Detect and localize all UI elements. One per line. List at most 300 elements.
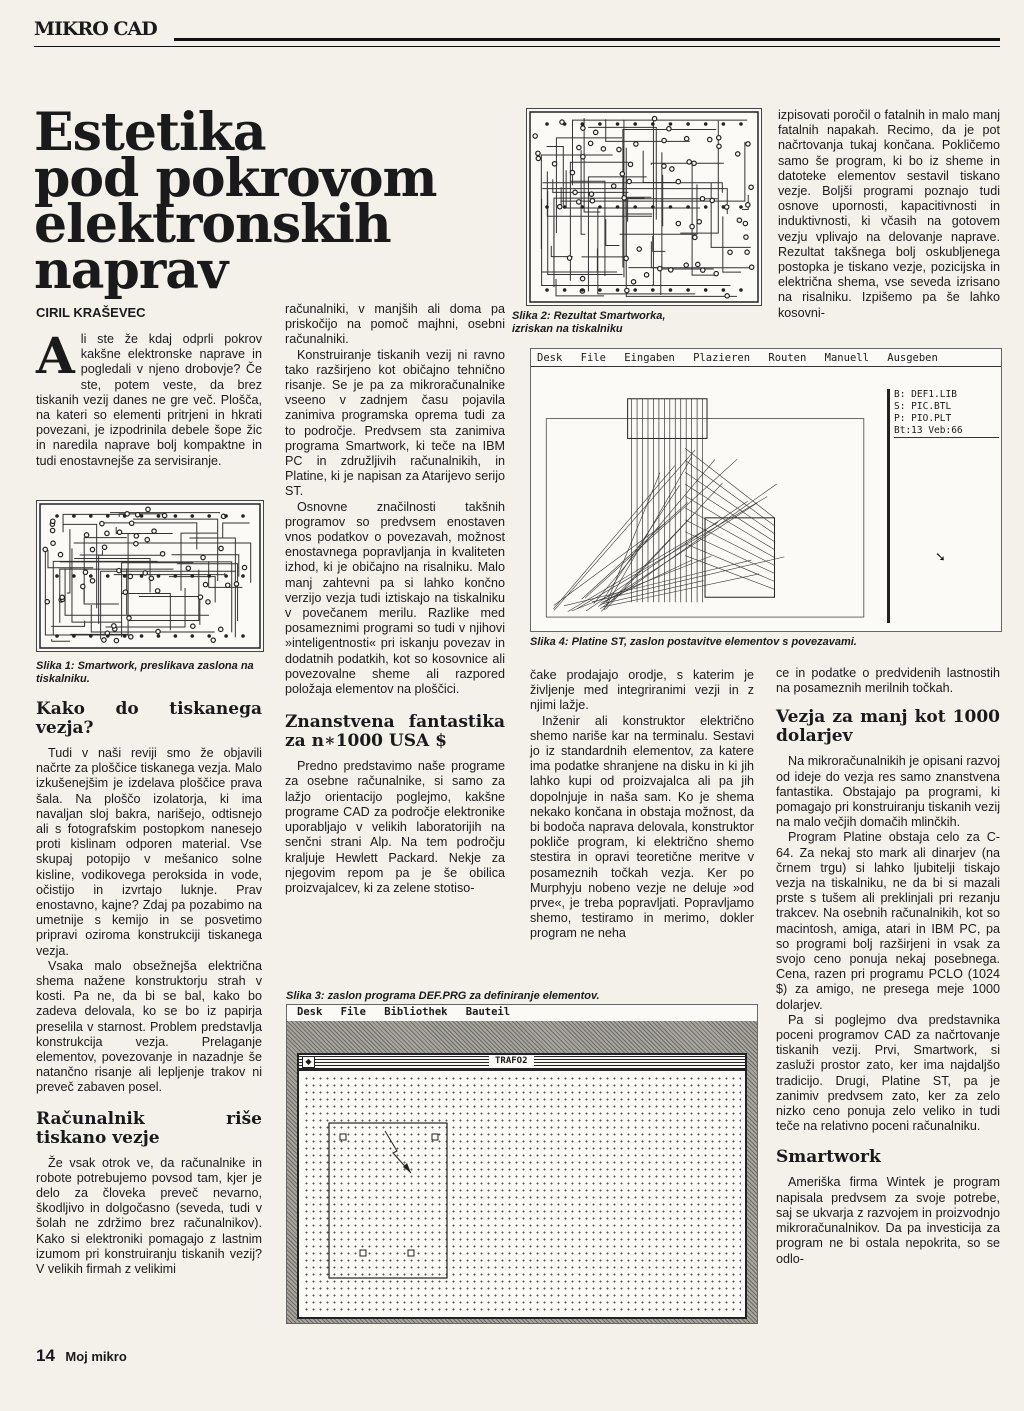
pin: [580, 122, 584, 126]
trace: [84, 583, 119, 604]
pad: [577, 145, 581, 149]
trace: [122, 563, 194, 638]
pin: [190, 634, 194, 638]
pin: [123, 634, 127, 638]
trace: [626, 192, 652, 214]
pad: [186, 566, 190, 570]
window[interactable]: [297, 1053, 747, 1319]
pin: [55, 634, 59, 638]
pin: [704, 205, 708, 209]
trace: [692, 161, 717, 275]
pin: [686, 288, 690, 292]
pin: [722, 122, 726, 126]
route-line: [685, 520, 774, 566]
pad: [714, 271, 718, 275]
pin: [545, 288, 549, 292]
menu-item-file[interactable]: File: [580, 352, 606, 364]
pad: [43, 547, 47, 551]
pad: [201, 555, 205, 559]
pad: [622, 196, 626, 200]
pad: [690, 224, 694, 228]
pad: [117, 530, 121, 534]
pin: [669, 122, 673, 126]
trace: [128, 570, 199, 621]
pad: [81, 584, 85, 588]
pad: [593, 130, 597, 134]
magazine-name: Moj mikro: [65, 1349, 127, 1364]
paragraph: Konstruiranje tiskanih vezij ni ravno tako razširjeno kot običajno tehnično risanje. Se je pa za mikroračunalnike vseeno v zadnjem času pojavila zanimiva programska oprema tudi za to področje. Predvsem sta zanimiva programa Smartwork, ki teče na IBM PC in združljivih računalnikih, in Platine, ki je napisan za Atarijevo serijo ST.: [285, 347, 505, 499]
pad: [117, 568, 121, 572]
pad: [340, 1134, 346, 1140]
pin: [739, 122, 743, 126]
pad: [746, 203, 750, 207]
trace: [65, 568, 209, 615]
trace: [116, 527, 172, 534]
pin: [89, 634, 93, 638]
pad: [198, 595, 202, 599]
pin: [686, 122, 690, 126]
section-label: MIKRO CAD: [34, 18, 157, 40]
pad: [589, 192, 593, 196]
pin: [704, 122, 708, 126]
subheading-smartwork: Smartwork: [776, 1147, 881, 1168]
pad: [155, 589, 159, 593]
pin: [651, 122, 655, 126]
ratsnest-line: [592, 557, 784, 602]
pad: [558, 205, 562, 209]
pcb-artwork-1: [37, 501, 263, 651]
menu-item-bibliothek[interactable]: Bibliothek: [384, 1006, 448, 1018]
pad: [743, 221, 747, 225]
route-line: [685, 448, 774, 517]
pad: [83, 570, 87, 574]
pad: [135, 513, 139, 517]
trace: [556, 279, 604, 296]
route-line: [685, 556, 774, 590]
pad: [684, 136, 688, 140]
ratsnest-line: [553, 466, 675, 609]
pad: [102, 638, 106, 642]
pin: [616, 288, 620, 292]
menu-item-manuell[interactable]: Manuell: [824, 352, 869, 364]
component-body: [329, 1123, 447, 1278]
trace: [53, 561, 157, 635]
ratsnest-line: [600, 484, 776, 609]
pin: [633, 288, 637, 292]
trace: [554, 198, 644, 287]
mouse-cursor-icon: ➘: [935, 549, 946, 564]
pin: [722, 205, 726, 209]
pad: [432, 1134, 438, 1140]
pin: [580, 205, 584, 209]
pin: [669, 288, 673, 292]
pad: [717, 144, 721, 148]
info-line: B: DEF1.LIB: [894, 389, 957, 400]
header-rule: [174, 38, 1000, 41]
paragraph: izpisovati poročil o fatalnih in malo manj fatalnih napakah. Recimo, da je pot načrtovanja tukaj končana. Pokličemo samo še program, ki bo iz sheme in datoteke elementov sestavil tiskano vezje. Boljši programi poznajo tudi osnove upornosti, kapacitivnosti in induktivnosti, ki včasih na gotovem vezju vplivajo na delovanje naprave. Rezultat takšnega bolj oskubljenega postopka je tiskano vezje, pozicijska in električna shema, vse seveda izrisano na risalniku. Izpišemo pa še lahko kosovni-: [778, 108, 1000, 320]
pad: [676, 179, 680, 183]
pad: [728, 250, 732, 254]
pad: [684, 263, 688, 267]
pad: [242, 565, 246, 569]
menu-item-ausgeben[interactable]: Ausgeben: [887, 352, 938, 364]
pad: [536, 151, 540, 155]
paragraph: Predno predstavimo naše programe za osebne računalnike, si samo za lažjo orientacijo poglejmo, kakšne programe CAD za področje elektronike uporabljajo v velikih laboratorijih na senčni strani Alp. Na tem področju kraljuje Hewlett Packard. Nekje za njegovim repom pa je še obilica proizvajalcev, ki za zelene stotiso-: [285, 759, 505, 895]
trace: [101, 571, 236, 639]
pad: [737, 218, 741, 222]
fig3-menubar: [297, 1006, 522, 1018]
ratsnest-line: [585, 459, 737, 598]
trace: [74, 558, 150, 592]
pad: [736, 152, 740, 156]
pad: [50, 528, 54, 532]
pad: [697, 220, 701, 224]
pad: [58, 552, 62, 556]
pad: [696, 262, 700, 266]
pad: [536, 156, 540, 160]
pad: [749, 265, 753, 269]
pin: [190, 514, 194, 518]
pin: [598, 122, 602, 126]
column-2: [285, 302, 505, 896]
header-rule-thin: [34, 46, 1000, 47]
pad: [129, 635, 133, 639]
trace: [570, 162, 628, 280]
pad: [637, 247, 641, 251]
pad: [203, 582, 207, 586]
pin: [616, 205, 620, 209]
pad: [234, 582, 238, 586]
pad: [745, 250, 749, 254]
pin: [224, 634, 228, 638]
pad: [152, 529, 156, 533]
pin: [739, 288, 743, 292]
pad: [628, 162, 632, 166]
pad: [662, 164, 666, 168]
paragraph: Ameriška firma Wintek je program napisala predvsem za svoje potrebe, saj se ukvarja z razvojem in proizvodnjo mikroračunalnikov. Da pa investicija za program ne bi ostala nepokrita, so se odlo-: [776, 1175, 1000, 1266]
pin: [616, 122, 620, 126]
trace: [566, 170, 700, 208]
pin: [224, 574, 228, 578]
pad: [658, 266, 662, 270]
pad: [667, 127, 671, 131]
trace: [52, 639, 70, 641]
pad: [145, 537, 149, 541]
pin: [207, 574, 211, 578]
pad: [580, 276, 584, 280]
column-3: [530, 668, 754, 942]
pad: [588, 141, 592, 145]
pin: [157, 634, 161, 638]
pad: [102, 545, 106, 549]
pad: [162, 513, 166, 517]
pad: [129, 521, 133, 525]
pad: [149, 576, 153, 580]
trace: [557, 187, 561, 205]
trace: [99, 555, 161, 624]
pin: [686, 205, 690, 209]
pad: [143, 571, 147, 575]
pin: [140, 574, 144, 578]
pin: [598, 288, 602, 292]
trace: [63, 524, 96, 608]
pin: [633, 205, 637, 209]
paragraph: Program Platine obstaja celo za C-64. Za nekaj sto mark ali dinarjev (na črnem trgu) si lahko ljubitelji tiskajo vezja na tiskalniku, ne da bi si mazali prste s tušem ali preklinjali pri rezanju trakcev. Na osebnih računalnikih, kot so macintosh, amiga, atari in IBM PC, pa so programi bolj razširjeni in vsak za svojo ceno ponuja nekaj posebnega. Cena, razen pri programu PCLO (1024 $) za amigo, ne presega meje 1000 dolarjev.: [776, 830, 1000, 1012]
pad: [206, 600, 210, 604]
pad: [725, 294, 729, 298]
pad: [625, 288, 629, 292]
pad: [590, 199, 594, 203]
trace: [60, 569, 174, 623]
subheading-kako: Kako do tiskanega vezja?: [36, 699, 262, 738]
menu-item-plazieren[interactable]: Plazieren: [693, 352, 751, 364]
pin: [157, 514, 161, 518]
title-line: naprav: [34, 240, 228, 301]
pin: [106, 514, 110, 518]
paragraph: računalniki, v manjših ali doma pa priskočijo na pomoč majhni, osebni računalniki.: [285, 302, 505, 347]
pad: [693, 235, 697, 239]
paragraph: Osnovne značilnosti takšnih programov so predvsem enostaven vnos podatkov o povezavah, možnost enostavnega popravljanja in kvaliteten izhod, ki je običajno na risalniku. Malo manj zahtevni pa si lahko končno verzijo vezja tudi iztiskajo na tiskalniku v povečanem merilu. Razlike med posameznimi programi so tudi v njihovi »inteligentnosti« pri iskanju povezav in dodatnih podatkih, kot so kosovnice ali povezovalne sheme ali razpored položaja elementov na ploščici.: [285, 499, 505, 697]
title-line: Estetika: [34, 102, 266, 163]
trace: [551, 246, 573, 257]
pad: [105, 531, 109, 535]
pin: [72, 634, 76, 638]
pin: [140, 634, 144, 638]
column-4: [776, 666, 1000, 1267]
pad: [134, 534, 138, 538]
pin: [207, 514, 211, 518]
title-line: elektronskih: [34, 194, 391, 255]
pad: [692, 161, 696, 165]
pad: [123, 590, 127, 594]
pad: [670, 167, 674, 171]
pin: [174, 634, 178, 638]
trace: [554, 216, 617, 272]
trace: [223, 523, 250, 538]
pad: [744, 235, 748, 239]
author: CIRIL KRAŠEVEC: [36, 305, 146, 320]
trace: [606, 219, 620, 245]
article-title: [34, 102, 454, 301]
pad: [573, 190, 577, 194]
pad: [669, 268, 673, 272]
paragraph: Vsaka malo obsežnejša električna shema nažene konstruktorju strah v kosti. Pa ne, da bi se bal, kako bo zadeva delovala, ko se bo iz papirja preselila v starnost. Problem predstavlja konstrukcija vezja. Prelaganje elementov, povezovanje in nazadnje še natančno risanje ali lepljenje trakov ni preveč zabaven posel.: [36, 958, 262, 1095]
paragraph: ce in podatke o predvidenih lastnostih na posameznih merilnih točkah.: [776, 666, 1000, 696]
pad: [749, 185, 753, 189]
pin: [704, 288, 708, 292]
pad: [128, 574, 132, 578]
subheading-racunalnik: Računalnik riše tiskano vezje: [36, 1108, 262, 1148]
subheading-znanstvena: Znanstvena fantastika za n∗1000 USA $: [285, 712, 505, 752]
pad: [552, 162, 556, 166]
pad: [631, 280, 635, 284]
pad: [676, 221, 680, 225]
info-line: S: PIC.BTL: [894, 401, 952, 412]
pad: [127, 616, 131, 620]
route-line: [685, 472, 774, 534]
pad: [219, 546, 223, 550]
pin: [563, 122, 567, 126]
menu-item-bauteil[interactable]: Bauteil: [465, 1006, 511, 1018]
pin: [174, 514, 178, 518]
pin: [72, 574, 76, 578]
column-1: [36, 305, 262, 469]
figure-1-image: [36, 500, 264, 652]
figure-4-screen: [530, 348, 1002, 632]
paragraph: čake prodajajo orodje, s katerim je življenje med integriranimi vezji in z njimi lažje.: [530, 668, 754, 713]
pin: [241, 634, 245, 638]
pad: [84, 533, 88, 537]
pin: [157, 574, 161, 578]
paragraph: Pa si poglejmo dva predstavnika poceni programov CAD za načrtovanje tiskanih vezij. Prvi, Smartwork, si zasluži prostor zato, ker ima najdaljšo tradicijo. Drugi, Platine ST, pa je zanimiv predvsem zato, ker za zelo nizko ceno ponuja zelo veliko in tudi teče na relativno poceni računalniku.: [776, 1012, 1000, 1134]
pad: [717, 136, 721, 140]
pad: [612, 184, 616, 188]
pad: [408, 1250, 414, 1256]
pin: [241, 514, 245, 518]
info-line: P: PIO.PLT: [894, 413, 952, 424]
column-4-top: [778, 108, 1000, 321]
route-line: [685, 496, 774, 550]
pad: [90, 579, 94, 583]
window-titlebar[interactable]: [299, 1055, 745, 1071]
pin: [89, 514, 93, 518]
pad: [701, 268, 705, 272]
fig4-menubar: [537, 352, 950, 364]
figure-2-caption: Slika 2: Rezultat Smartworka, izriskan na tiskalniku: [512, 310, 666, 335]
pad: [662, 138, 666, 142]
window-title: TRAFO2: [489, 1055, 534, 1068]
pin: [106, 574, 110, 578]
pad: [90, 547, 94, 551]
trace: [543, 183, 723, 193]
trace: [104, 523, 197, 550]
pad: [567, 256, 571, 260]
pad: [100, 521, 104, 525]
pin: [224, 514, 228, 518]
pin: [207, 634, 211, 638]
menu-item-file[interactable]: File: [340, 1006, 366, 1018]
pad: [581, 126, 585, 130]
pin: [241, 574, 245, 578]
pad: [581, 155, 585, 159]
paragraph: Tudi v naši reviji smo že objavili načrte za ploščice tiskanega vezja. Malo izkušenejšim je izdelava ploščice prava šala. Na ploščo izolatorja, ki ima navaljan sloj bakra, narišejo, odtisnejo ali s fotografskim postopkom nanesejo proti kislinam odporen material. Vse skupaj potopijo v mešanico solne kisline, vodikovega peroksida in vode, očistijo in izvrtajo luknje. Prav enostavno, kajne? Zdaj pa pozabimo na umetnije s kemijo in se posvetimo pripravi oziroma konstrukciji tiskanega vezja.: [36, 746, 262, 958]
pad: [160, 552, 164, 556]
pad: [211, 638, 215, 642]
trace: [70, 533, 128, 634]
intro-paragraph: A li ste že kdaj odprli pokrov kakšne elektronske naprave in pogledali v njeno drobovje? Če ste, potem veste, da brez tiskanih vezij danes ne gre več. Plošča, na kateri so elementi pritrjeni in hkrati povezani, je izpodrinila debele šope žic in naredila naprave bolj kompaktne in tudi enostavnejše za servisiranje.: [36, 326, 262, 468]
pad: [51, 541, 55, 545]
column-1-body: [36, 700, 262, 1277]
fig4-menu-rule: [531, 366, 1001, 367]
pad: [134, 541, 138, 545]
pad: [687, 160, 691, 164]
pad: [652, 116, 656, 120]
pin: [55, 514, 59, 518]
fig4-info-panel: [887, 389, 999, 438]
pad: [644, 273, 648, 277]
pad: [700, 197, 704, 201]
pad: [146, 507, 150, 511]
route-line: [685, 532, 774, 574]
figure-3-caption: Slika 3: zaslon programa DEF.PRG za definiranje elementov.: [286, 990, 600, 1002]
pin: [722, 288, 726, 292]
menu-item-desk[interactable]: Desk: [537, 352, 563, 364]
component-outline: [299, 1073, 745, 1313]
pin: [140, 514, 144, 518]
routing-drawing: [535, 369, 885, 627]
trace: [91, 605, 214, 632]
figure-4-caption: Slika 4: Platine ST, zaslon postavitve elementov s povezavami.: [530, 636, 857, 648]
pad: [51, 519, 55, 523]
figure-2-image: [526, 108, 762, 306]
pin: [55, 574, 59, 578]
title-line: pod pokrovom: [34, 148, 437, 209]
trace: [598, 209, 695, 294]
pad: [156, 629, 160, 633]
pad: [226, 583, 230, 587]
trace: [653, 236, 666, 252]
pin: [598, 205, 602, 209]
drop-cap: A: [36, 326, 75, 385]
pad: [710, 198, 714, 202]
pin: [72, 514, 76, 518]
trace: [723, 216, 741, 272]
trace: [651, 242, 752, 268]
trace: [620, 184, 697, 234]
pad: [601, 147, 605, 151]
pin: [633, 122, 637, 126]
paragraph: Že vsak otrok ve, da računalnike in robote potrebujemo povsod tam, kjer je delo za človeka preveč nevarno, škodljivo in dolgočasno (seveda, tudi v šolah ne zdržimo brez računalnikov). Kako si elektroniki pomagajo z lastnim izumom pri konstruiranju tiskanih vezij? V velikih firmah z velikimi: [36, 1155, 262, 1277]
paragraph: Inženir ali konstruktor električno shemo nariše kar na terminalu. Sestavi jo iz standardnih elementov, za katere ima podatke shranjene na disku in ki jih lahko kupi od proizvajalca ali pa jih dopolnjuje in naša sam. Ko je shema nekako končana in obstaja možnost, da bi bodoča naprava delovala, konstruktor pokliče program, ki električno shemo stestira in opravi teoretične meritve v posameznih točkah vezja. Ker po Murphyju nobeno vezje ne deluje »od prve«, je treba popravljati. Popravljamo shemo, testiramo in merimo, dokler program ne neha: [530, 713, 754, 941]
page-number: 14: [36, 1346, 55, 1365]
pin: [545, 205, 549, 209]
pin: [545, 122, 549, 126]
pad: [191, 624, 195, 628]
trace: [623, 146, 717, 199]
pad: [634, 142, 638, 146]
pad: [708, 137, 712, 141]
pad: [577, 200, 581, 204]
pad: [746, 142, 750, 146]
pin: [580, 288, 584, 292]
pad: [60, 595, 64, 599]
menu-item-routen[interactable]: Routen: [768, 352, 807, 364]
pad: [617, 147, 621, 151]
trace: [570, 181, 605, 276]
pad: [624, 256, 628, 260]
pad: [620, 172, 624, 176]
pin: [174, 574, 178, 578]
pin: [669, 205, 673, 209]
fig4-divider: [887, 389, 890, 623]
trace: [548, 191, 623, 275]
pin: [739, 205, 743, 209]
menu-item-eingaben[interactable]: Eingaben: [624, 352, 675, 364]
pad: [570, 170, 574, 174]
pin: [651, 288, 655, 292]
pad: [112, 624, 116, 628]
pin: [190, 574, 194, 578]
pad: [45, 599, 49, 603]
menu-item-desk[interactable]: Desk: [297, 1006, 323, 1018]
pin: [106, 634, 110, 638]
pin: [123, 514, 127, 518]
pad: [533, 134, 537, 138]
close-box-icon[interactable]: ◆: [302, 1056, 315, 1068]
pin: [563, 205, 567, 209]
pad: [627, 179, 631, 183]
section-header: [34, 18, 1000, 48]
